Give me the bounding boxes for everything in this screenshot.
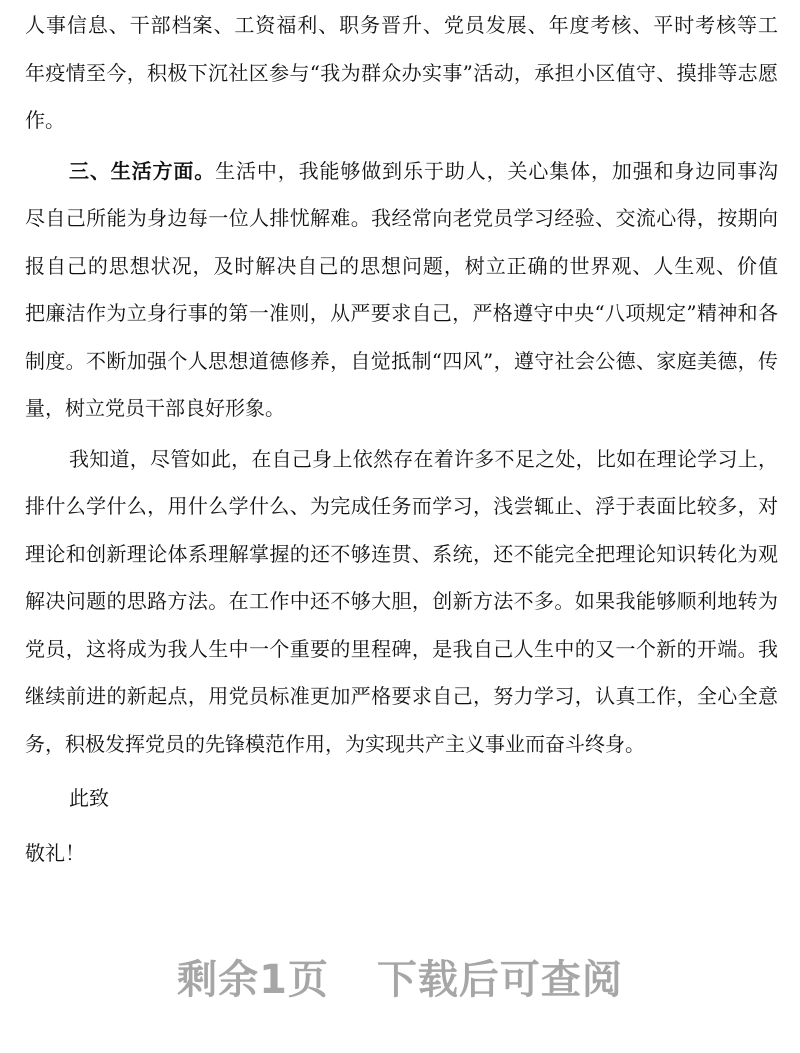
text-line: 务，积极发挥党员的先锋模范作用，为实现共产主义事业而奋斗终身。: [25, 731, 645, 756]
text-line: 继续前进的新起点，用党员标准更加严格要求自己，努力学习，认真工作，全心全意: [25, 684, 778, 708]
paragraph-work: [25, 2, 778, 145]
paragraph-shortcomings: [25, 436, 778, 769]
text-line: 制度。不断加强个人思想道德修养，自觉抵制“四风”，遵守社会公德、家庭美德，传: [25, 348, 778, 373]
remaining-pages: 剩余1页: [177, 957, 329, 1003]
text-span: 生活中，我能够做到乐于助人，关心集体，加强和身边同事沟: [215, 158, 778, 183]
text-line: 人事信息、干部档案、工资福利、职务晋升、党员发展、年度考核、平时考核等工: [25, 13, 778, 37]
text-line: 排什么学什么，用什么学什么、为完成任务而学习，浅尝辄止、浮于表面比较多，对: [25, 494, 778, 518]
text-line: 党员，这将成为我人生中一个重要的里程碑，是我自己人生中的又一个新的开端。我: [25, 636, 778, 661]
section-heading: 三、生活方面。: [69, 158, 216, 183]
salute: 敬礼！: [25, 840, 85, 865]
closing: 此致: [69, 786, 109, 810]
text-line: 我知道，尽管如此，在自己身上依然存在着许多不足之处，比如在理论学习上，: [69, 446, 778, 471]
document-body: [25, 2, 778, 877]
download-banner[interactable]: [0, 948, 800, 1005]
text-line: 报自己的思想状况，及时解决自己的思想问题，树立正确的世界观、人生观、价值: [25, 253, 778, 278]
text-line: 量，树立党员干部良好形象。: [25, 396, 285, 420]
text-line: 尽自己所能为身边每一位人排忧解难。我经常向老党员学习经验、交流心得，按期向: [25, 206, 778, 230]
text-line: 把廉洁作为立身行事的第一准则，从严要求自己，严格遵守中央“八项规定”精神和各: [25, 301, 778, 325]
text-line: [25, 148, 778, 196]
text-line: 理论和创新理论体系理解掌握的还不够连贯、系统，还不能完全把理论知识转化为观: [25, 541, 778, 566]
text-line: 解决问题的思路方法。在工作中还不够大胆，创新方法不多。如果我能够顺利地转为: [25, 589, 778, 613]
paragraph-life: [25, 148, 778, 433]
text-line: 作。: [25, 108, 65, 132]
text-line: 年疫情至今，积极下沉社区参与“我为群众办实事”活动，承担小区值守、摸排等志愿: [25, 60, 778, 85]
download-prompt[interactable]: 下载后可查阅: [376, 957, 623, 1003]
